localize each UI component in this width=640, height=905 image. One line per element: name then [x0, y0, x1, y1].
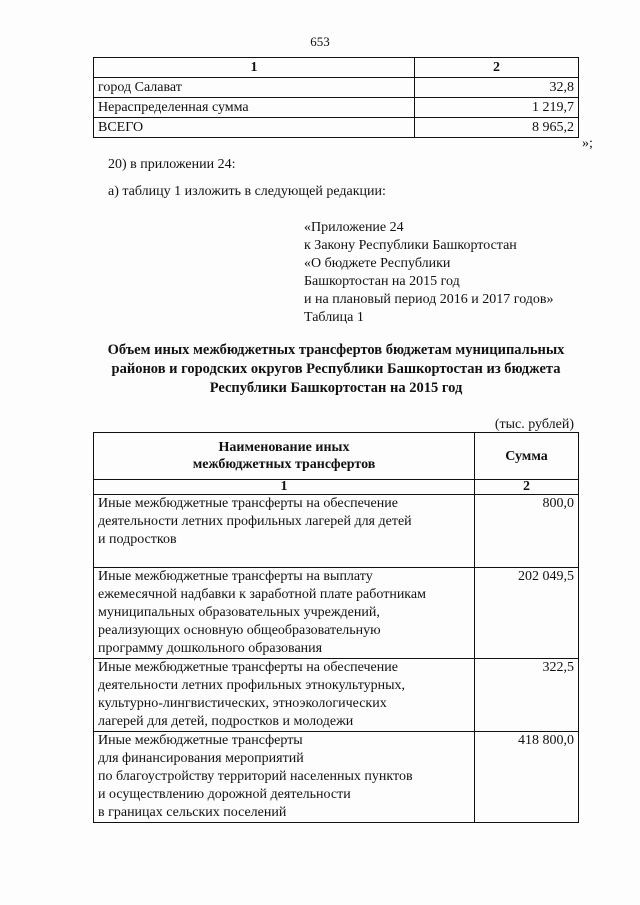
row-value: 418 800,0	[475, 732, 579, 823]
row-name-line: и подростков	[98, 532, 177, 547]
header-name-line: межбюджетных трансфертов	[192, 457, 376, 472]
table-row	[94, 78, 579, 98]
appendix-line: «О бюджете Республики	[304, 256, 451, 271]
row-value: 1 219,7	[415, 98, 579, 118]
page-number: 653	[310, 34, 330, 49]
row-name	[94, 495, 475, 568]
amendment-item-a: а) таблицу 1 изложить в следующей редакции:	[108, 184, 386, 199]
table-row	[94, 732, 579, 823]
title-line: Объем иных межбюджетных трансфертов бюджетам муниципальных	[107, 342, 565, 358]
table-header-row	[94, 433, 579, 480]
appendix-line: «Приложение 24	[304, 220, 404, 235]
row-name-line: для финансирования мероприятий	[98, 751, 304, 766]
row-value: 322,5	[475, 659, 579, 732]
table-row	[94, 568, 579, 659]
row-name	[94, 568, 475, 659]
row-name-line: и осуществлению дорожной деятельности	[98, 787, 351, 802]
header-name-line: Наименование иных	[218, 440, 350, 455]
column-number-1: 1	[94, 58, 415, 78]
row-name-line: реализующих основную общеобразовательную	[98, 623, 381, 638]
row-name-line: программу дошкольного образования	[98, 641, 323, 656]
row-name-line: муниципальных образовательных учреждений,	[98, 605, 380, 620]
units-label: (тыс. рублей)	[494, 417, 574, 432]
row-value: 800,0	[475, 495, 579, 568]
row-name-line	[98, 549, 470, 567]
title-line: районов и городских округов Республики Башкортостан из бюджета	[111, 361, 561, 377]
row-name-line: лагерей для детей, подростков и молодежи	[98, 714, 354, 729]
appendix-table-label: Таблица 1	[304, 310, 364, 325]
row-name: Нераспределенная сумма	[94, 98, 415, 118]
table-row	[94, 98, 579, 118]
row-name: город Салават	[94, 78, 415, 98]
table-row	[94, 495, 579, 568]
row-value: 202 049,5	[475, 568, 579, 659]
top-summary-table	[93, 57, 579, 138]
row-name-line: ежемесячной надбавки к заработной плате работникам	[98, 587, 426, 602]
table-row	[94, 659, 579, 732]
column-numbers-row	[94, 480, 579, 495]
row-name-line: в границах сельских поселений	[98, 805, 287, 820]
row-name	[94, 732, 475, 823]
appendix-header	[304, 219, 554, 327]
row-name-line: Иные межбюджетные трансферты на выплату	[98, 569, 373, 584]
row-name-line: Иные межбюджетные трансферты на обеспечение	[98, 496, 398, 511]
header-sum: Сумма	[475, 433, 579, 480]
row-name-line: деятельности летних профильных лагерей для детей	[98, 514, 412, 529]
appendix-line: к Закону Республики Башкортостан	[304, 238, 517, 253]
amendment-item-20: 20) в приложении 24:	[108, 157, 236, 172]
table-header-row	[94, 58, 579, 78]
header-name	[94, 433, 475, 480]
appendix-line: и на плановый период 2016 и 2017 годов»	[304, 292, 554, 307]
row-name-line: Иные межбюджетные трансферты	[98, 733, 303, 748]
title-line: Республики Башкортостан на 2015 год	[209, 380, 463, 396]
row-value: 8 965,2	[415, 118, 579, 138]
transfers-table	[93, 432, 579, 823]
table-row-total	[94, 118, 579, 138]
row-name-line: Иные межбюджетные трансферты на обеспечение	[98, 660, 398, 675]
row-name-line: деятельности летних профильных этнокультурных,	[98, 678, 406, 693]
document-title	[90, 341, 582, 398]
row-name-line: культурно-лингвистических, этноэкологических	[98, 696, 387, 711]
column-number-2: 2	[475, 480, 579, 495]
closing-quote: »;	[582, 136, 593, 151]
row-name: ВСЕГО	[94, 118, 415, 138]
row-name	[94, 659, 475, 732]
row-value: 32,8	[415, 78, 579, 98]
column-number-1: 1	[94, 480, 475, 495]
column-number-2: 2	[415, 58, 579, 78]
appendix-line: Башкортостан на 2015 год	[304, 274, 460, 289]
row-name-line: по благоустройству территорий населенных пунктов	[98, 769, 413, 784]
